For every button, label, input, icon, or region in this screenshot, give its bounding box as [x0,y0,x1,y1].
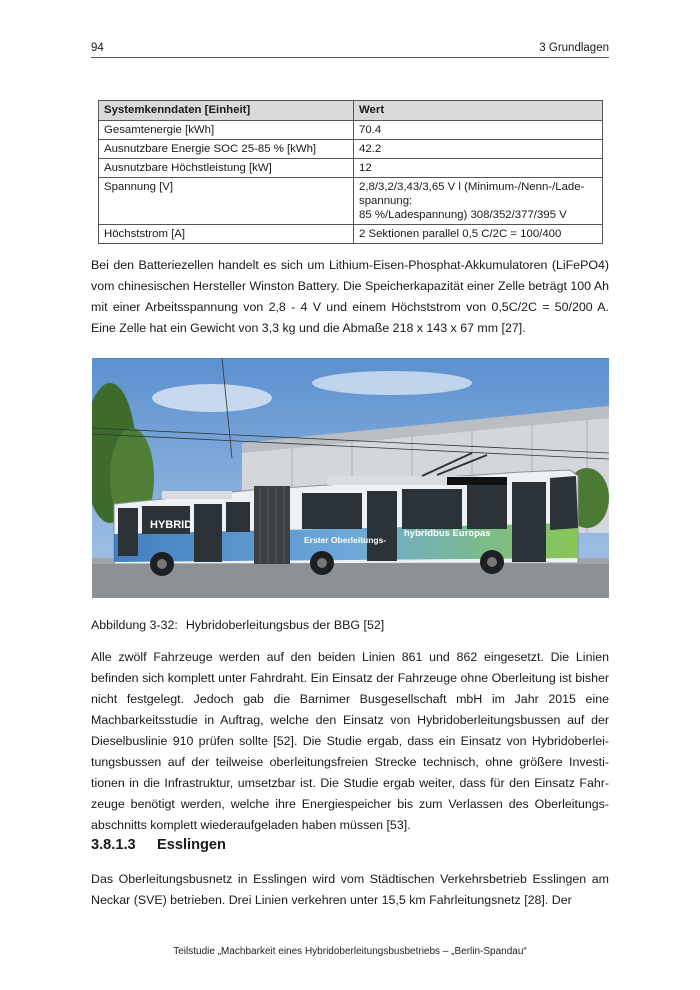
body-paragraph-vehicles: Alle zwölf Fahrzeuge werden auf den beiden Linien 861 und 862 eingesetzt. Die Linien befinden sich komplett unter Fahrdraht. Ein Einsatz der Fahrzeuge ohne Oberleitung ist bisher nicht festgelegt. Jedoch gab die Barnimer Busgesellschaft mbH im Jahr 2015 eine Machbarkeitsstudie in Auftrag, welche den Einsatz von Hybridoberleitungsbussen auf der Dieselbuslinie 910 prüfen sollte [52]. Die Studie ergab, dass ein Einsatz von Hybridoberleitungsbussen auf der teilweise oberleitungsfreien Strecke technisch, ohne größere Investitionen in die Infrastruktur, umsetzbar ist. Die Studie ergab weiter, dass für den Einsatz Fahrzeuge benötigt werden, welche ihre Energiespeicher bis zum Verlassen des Oberleitungsabschnitts komplett wiederaufgeladen haben müssen [53]. [91,650,609,832]
value-line: 85 %/Ladespannung) 308/352/377/395 V [359,209,567,221]
battery-spec-table [98,100,603,244]
table-row [99,178,603,225]
table-row [99,225,603,244]
table-row [99,140,603,159]
figure-caption [91,618,384,632]
caption-number: Abbildung 3-32: [91,618,178,632]
table-cell-value: 42.2 [354,140,603,159]
table-row [99,121,603,140]
page-header [91,40,609,58]
chapter-title: 3 Grundlagen [539,42,609,54]
value-line: spannung: [359,195,413,207]
bus-text-erster: Erster Oberleitungs- [304,535,387,545]
table-cell-label: Spannung [V] [99,178,354,225]
body-paragraph-battery-cells: Bei den Batteriezellen handelt es sich um Lithium-Eisen-Phosphat-Akkumulatoren (LiFePO4) vom chinesischen Hersteller Winston Battery. Die Speicherkapazität einer Zelle beträgt 100 Ah mit einer Arbeitsspannung von 2,8 - 4 V und einem Höchststrom von 0,5C/2C = 50/200 A. Eine Zelle hat ein Gewicht von 3,3 kg und die Abmaße 218 x 143 x 67 mm [27]. [91,258,609,335]
bus-photo [92,358,609,598]
table-cell-label: Ausnutzbare Höchstleistung [kW] [99,159,354,178]
table-header-cell: Wert [354,101,603,121]
table-cell-label: Höchststrom [A] [99,225,354,244]
page-number: 94 [91,42,104,54]
table-cell-value: 70.4 [354,121,603,140]
page-footer: Teilstudie „Machbarkeit eines Hybridoberleitungsbusbetriebs – „Berlin-Spandau“ [173,946,527,957]
table-cell-label: Ausnutzbare Energie SOC 25-85 % [kWh] [99,140,354,159]
table-row [99,159,603,178]
body-paragraph-esslingen: Das Oberleitungsbusnetz in Esslingen wird vom Städtischen Verkehrsbetrieb Esslingen am Neckar (SVE) betrieben. Drei Linien verkehren unter 15,5 km Fahrleitungsnetz [28]. Der [91,872,609,907]
value-line: 2,8/3,2/3,43/3,65 V l (Minimum-/Nenn-/Lade- [359,181,585,193]
bus-text-hybridbus: hybridbus Europas [404,528,491,539]
table-cell-value [354,178,603,225]
section-number: 3.8.1.3 [91,837,136,853]
section-heading [91,837,226,853]
caption-text: Hybridoberleitungsbus der BBG [52] [185,618,385,632]
table-cell-value: 12 [354,159,603,178]
table-cell-value: 2 Sektionen parallel 0,5 C/2C = 100/400 [354,225,603,244]
table-header-row [99,101,603,121]
section-title: Esslingen [157,837,226,853]
table-header-cell: Systemkenndaten [Einheit] [99,101,354,121]
bus-text-hybrid: HYBRID [150,519,193,531]
table-cell-label: Gesamtenergie [kWh] [99,121,354,140]
